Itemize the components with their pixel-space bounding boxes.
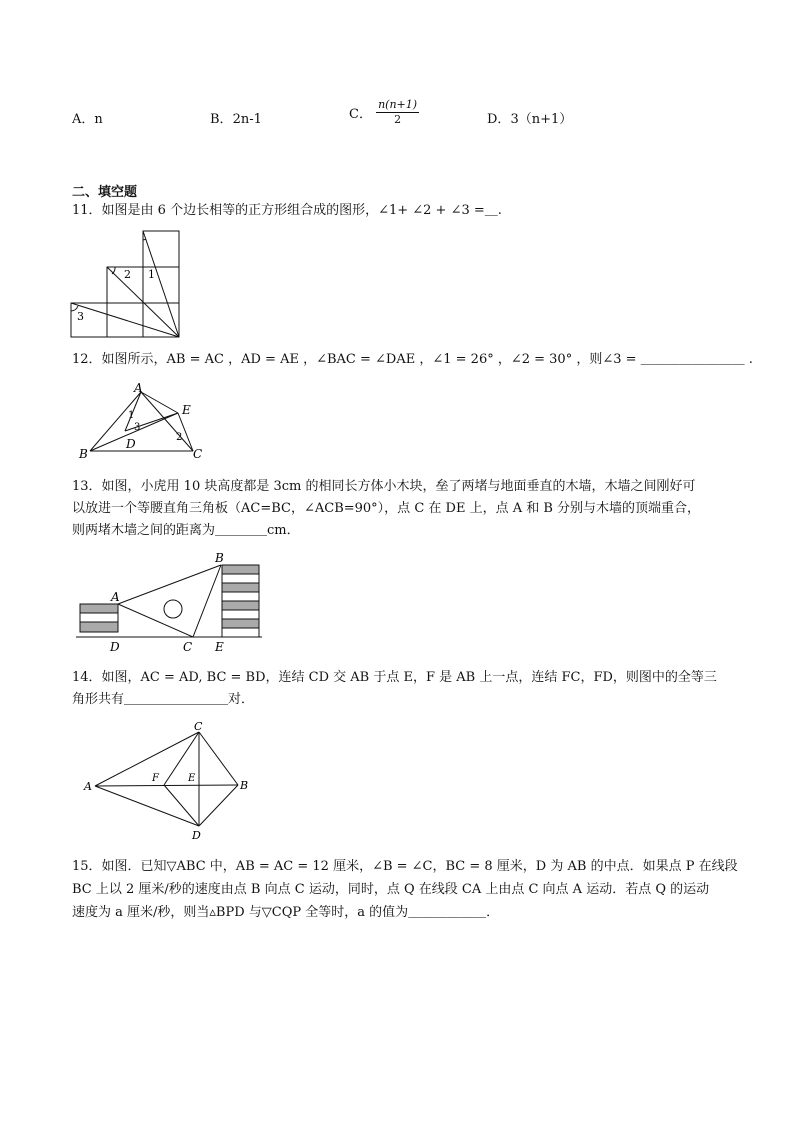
q12-label-e: E xyxy=(182,403,191,417)
option-c-fraction xyxy=(376,98,419,127)
q14-label-c: C xyxy=(194,720,203,733)
q14-figure xyxy=(80,718,260,844)
q14-label-a: A xyxy=(84,780,92,793)
q11-angle-3: 3 xyxy=(77,310,84,323)
q14-line-2: 角形共有＿＿＿＿＿＿＿＿对． xyxy=(72,692,255,707)
q11-angle-1: 1 xyxy=(148,268,155,281)
q15-line-1: 15．如图．已知▽ABC 中，AB = AC = 12 厘米，∠B = ∠C，BC = 8 厘米，D 为 AB 的中点．如果点 P 在线段 xyxy=(72,859,738,874)
q12-label-a: A xyxy=(134,381,143,395)
q13-label-c: C xyxy=(183,640,193,654)
q15-line-3: 速度为 a 厘米/秒，则当▵BPD 与▽CQP 全等时，a 的值为＿＿＿＿＿＿． xyxy=(72,905,500,920)
q12-angle-2: 2 xyxy=(176,432,183,443)
option-a-label: A． xyxy=(72,112,95,127)
option-b xyxy=(210,108,262,127)
option-c-label: C． xyxy=(349,107,372,122)
option-d-text: 3（n+1） xyxy=(510,112,573,127)
q13-label-e: E xyxy=(215,640,224,654)
q13-label-a: A xyxy=(111,590,120,604)
q12-label-c: C xyxy=(193,447,203,460)
option-d xyxy=(487,108,572,127)
q14-line-1: 14．如图，AC = AD, BC = BD，连结 CD 交 AB 于点 E，F 是 AB 上一点，连结 FC，FD，则图中的全等三 xyxy=(72,670,717,685)
q12-angle-1: 1 xyxy=(128,410,135,421)
option-b-text: 2n-1 xyxy=(232,112,262,127)
q13-line-3: 则两堵木墙之间的距离为＿＿＿＿cm． xyxy=(72,523,300,538)
q11-angle-2: 2 xyxy=(124,268,131,281)
option-a xyxy=(72,108,103,127)
q11-text: 11．如图是由 6 个边长相等的正方形组合成的图形，∠1+ ∠2 + ∠3 =＿. xyxy=(72,203,502,218)
q12-label-b: B xyxy=(79,447,88,460)
q13-line-1: 13．如图，小虎用 10 块高度都是 3cm 的相同长方体小木块，垒了两堵与地面垂直的木墙，木墙之间刚好可 xyxy=(72,479,696,494)
q14-label-d: D xyxy=(192,829,201,842)
option-c-numerator: n(n+1) xyxy=(378,98,418,111)
q14-label-f: F xyxy=(152,773,159,784)
q13-label-d: D xyxy=(110,640,120,654)
q15-line-2: BC 上以 2 厘米/秒的速度由点 B 向点 C 运动，同时，点 Q 在线段 CA 上由点 C 向点 A 运动．若点 Q 的运动 xyxy=(72,882,710,897)
q12-label-d: D xyxy=(126,437,136,451)
option-a-text: n xyxy=(94,112,103,127)
option-d-label: D． xyxy=(487,112,511,127)
option-c xyxy=(349,98,419,127)
q13-label-b: B xyxy=(215,551,224,565)
option-b-label: B． xyxy=(210,112,233,127)
q12-text: 12．如图所示，AB = AC ，AD = AE ，∠BAC = ∠DAE ，∠1 = 26° ，∠2 = 30° ，则∠3 = ＿＿＿＿＿＿＿＿ . xyxy=(72,352,753,367)
option-c-denominator: 2 xyxy=(394,113,402,126)
q13-figure xyxy=(76,548,266,658)
q14-label-b: B xyxy=(240,779,249,792)
q11-figure xyxy=(70,228,182,340)
section-title: 二、填空题 xyxy=(72,185,138,200)
q13-line-2: 以放进一个等腰直角三角板（AC=BC，∠ACB=90°），点 C 在 DE 上，点 A 和 B 分别与木墙的顶端重合， xyxy=(72,501,701,516)
q14-label-e: E xyxy=(188,773,196,784)
q12-figure xyxy=(76,380,206,460)
q12-angle-3: 3 xyxy=(134,422,141,433)
